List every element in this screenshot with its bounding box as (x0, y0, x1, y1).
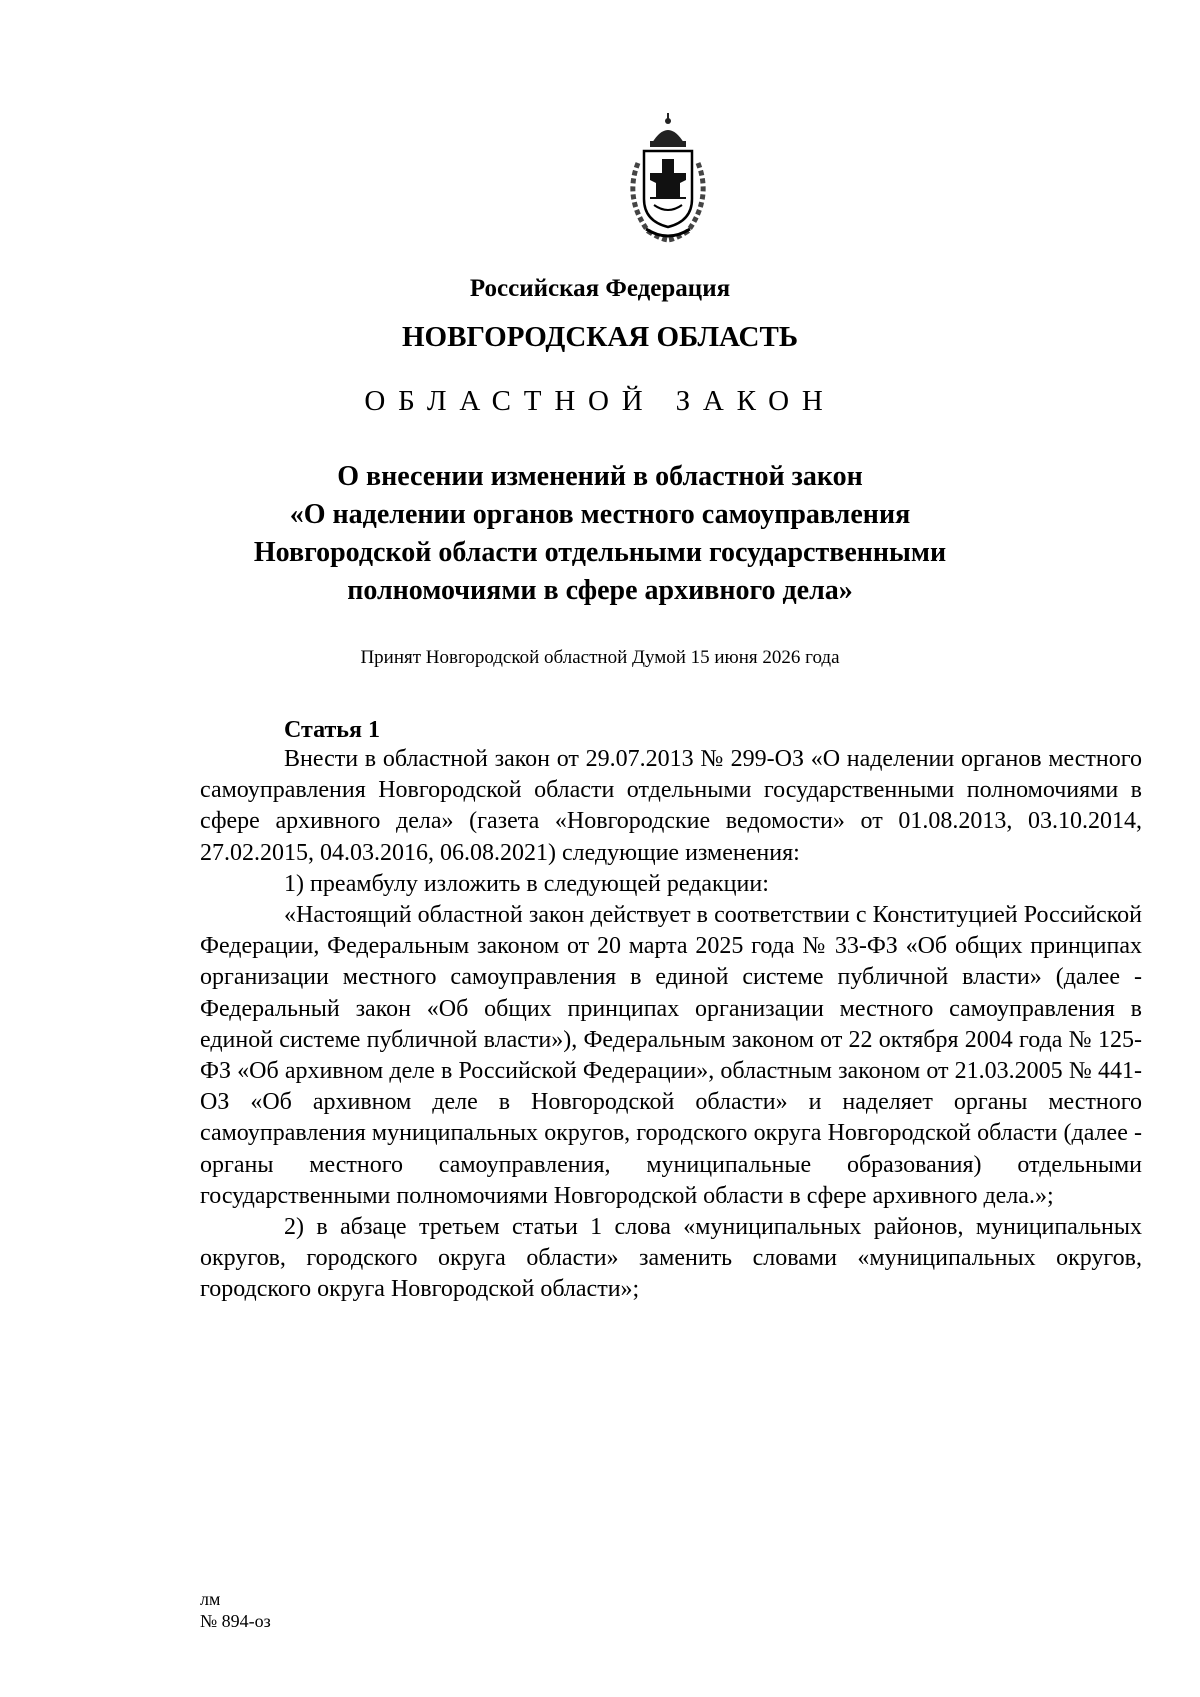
coat-of-arms-emblem (620, 113, 716, 246)
law-title (0, 458, 1200, 610)
law-title-line: полномочиями в сфере архивного дела» (347, 575, 853, 606)
document-type: ОБЛАСТНОЙ ЗАКОН (364, 385, 836, 417)
article-paragraph: «Настоящий областной закон действует в соответствии с Конституцией Российской Федерации, Федеральным законом от 20 марта 2025 года № 33-ФЗ «Об общих принципах организации местного самоуправления в единой системе публичной власти» (далее - Федеральный закон «Об общих принципах организации местного самоуправления в единой системе публичной власти»), Федеральным законом от 22 октября 2004 года № 125-ФЗ «Об архивном деле в Российской Федерации», областным законом от 21.03.2005 № 441-ОЗ «Об архивном деле в Новгородской области» и наделяет органы местного самоуправления муниципальных округов, городского округа Новгородской области (далее - органы местного самоуправления, муниципальные образования) отдельными государственными полномочиями Новгородской области в сфере архивного дела.»; (200, 902, 1142, 1209)
country-name: Российская Федерация (469, 275, 731, 302)
document-footer (200, 1588, 271, 1632)
region-name: НОВГОРОДСКАЯ ОБЛАСТЬ (401, 321, 799, 353)
article-body (200, 744, 1142, 1306)
adoption-note: Принят Новгородской областной Думой 15 июня 2026 года (360, 647, 840, 668)
article-paragraph: 2) в абзаце третьем статьи 1 слова «муниципальных районов, муниципальных округов, городского округа области» заменить словами «муниципальных округов, городского округа Новгородской области»; (200, 1214, 1142, 1303)
article-heading: Статья 1 (284, 717, 380, 743)
law-title-line: «О наделении органов местного самоуправления (289, 499, 911, 530)
article-paragraph: Внести в областной закон от 29.07.2013 № 299-ОЗ «О наделении органов местного самоуправления Новгородской области отдельными государственными полномочиями в сфере архивного дела» (газета «Новгородские ведомости» от 01.08.2013, 03.10.2014, 27.02.2015, 04.03.2016, 06.08.2021) следующие изменения: (200, 746, 1142, 866)
document-number: № 894-оз (200, 1611, 271, 1631)
executor-initials: лм (200, 1589, 221, 1609)
law-title-line: Новгородской области отдельными государственными (253, 537, 947, 568)
article-paragraph: 1) преамбулу изложить в следующей редакции: (284, 870, 769, 897)
law-title-line: О внесении изменений в областной закон (337, 461, 863, 492)
coat-of-arms-icon (620, 113, 716, 246)
